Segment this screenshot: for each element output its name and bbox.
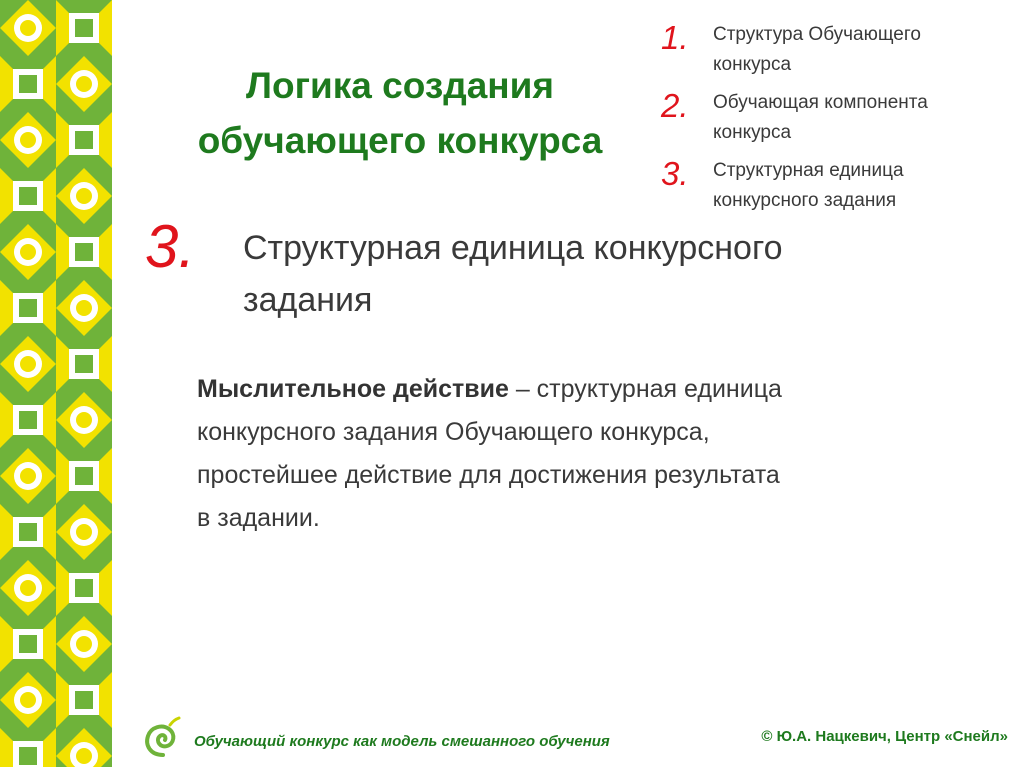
outline-text-line: конкурса <box>713 122 792 143</box>
definition-term: Мыслительное действие <box>197 375 509 403</box>
outline-text-line: Обучающая компонента <box>713 92 928 113</box>
outline-list <box>655 18 1000 222</box>
outline-text-line: Структура Обучающего <box>713 24 921 45</box>
definition-text: конкурсного задания Обучающего конкурса, <box>197 418 710 446</box>
slide-title <box>140 58 660 168</box>
outline-number: 1. <box>661 19 689 56</box>
footer-title: Обучающий конкурс как модель смешанного обучения <box>194 733 610 750</box>
footer-copyright: © Ю.А. Нацкевич, Центр «Снейл» <box>761 728 1008 745</box>
title-line-1: Логика создания <box>246 65 554 106</box>
decorative-border <box>0 0 112 767</box>
definition-text: простейшее действие для достижения результата <box>197 461 780 489</box>
snail-spiral-icon <box>140 715 186 761</box>
outline-text-line: конкурсного задания <box>713 190 897 211</box>
section-heading <box>243 222 963 326</box>
outline-text-line: Структурная единица <box>713 160 904 181</box>
outline-number: 3. <box>661 155 689 192</box>
definition-text: – структурная единица <box>508 375 782 403</box>
section-heading-line: задания <box>243 281 373 319</box>
definition-text: в задании. <box>197 504 320 532</box>
outline-text-line: конкурса <box>713 54 792 75</box>
outline-number: 2. <box>661 87 689 124</box>
title-line-2: обучающего конкурса <box>197 120 603 161</box>
section-number: 3. <box>145 213 196 280</box>
outline-item-2 <box>655 86 1000 154</box>
definition-paragraph <box>197 368 957 540</box>
outline-item-3 <box>655 154 1000 222</box>
footer-left <box>140 713 610 763</box>
outline-item-1 <box>655 18 1000 86</box>
section-heading-line: Структурная единица конкурсного <box>243 229 783 267</box>
